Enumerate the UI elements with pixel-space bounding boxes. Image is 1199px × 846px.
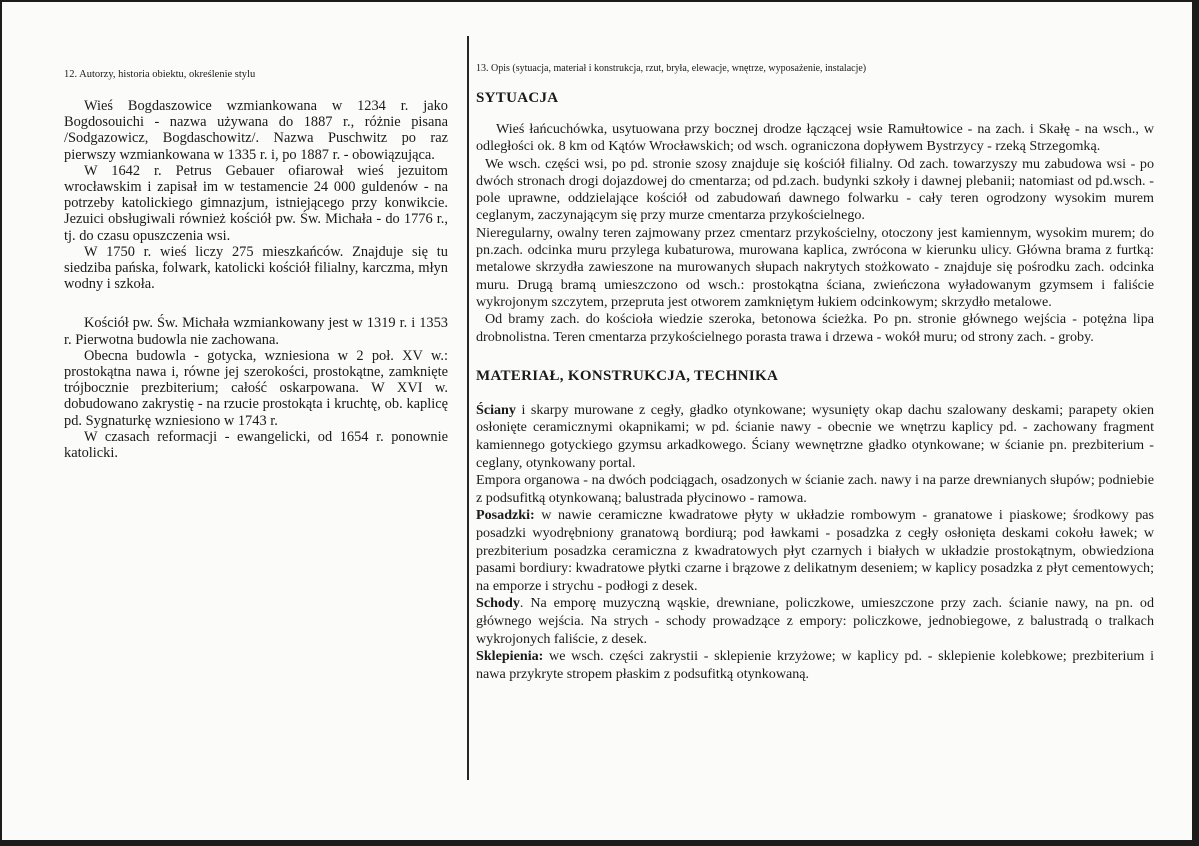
walls-text: i skarpy murowane z cegły, gładko otynkowane; wysunięty okap dachu szalowany deskami; parapety okien osłonięte ceramicznymi okapnikami; w pd. ścianie nawy - obecnie we wnętrzu kaplicy pd. - zachowany fragment kamiennego gotyckiego gzymsu arkadkowego. Ściany wewnętrzne gładko otynkowane; w ścianie pn. prezbiterium - ceglany, otynkowany portal. [476, 401, 1154, 471]
section-13-header: 13. Opis (sytuacja, materiał i konstrukcja, rzut, bryła, elewacje, wnętrze, wyposażenie, instalacje) [476, 63, 867, 74]
sytuacja-paragraph-2: We wsch. części wsi, po pd. stronie szosy znajduje się kościół filialny. Od zach. towarzyszy mu zabudowa wsi - po dwóch stronach drogi dojazdowej do cmentarza; od pd.zach. budynki szkoły i dawnej plebanii; natomiast od pd.wsch. - pole uprawne, oddzielające kościół od zabudowań dawnego folwarku - cały teren ogrodzony wysokim murem ceglanym, zaczynającym się przy murze cmentarza przykościelnego. [476, 155, 1154, 224]
gallery-paragraph: Empora organowa - na dwóch podciągach, osadzonych w ścianie zach. nawy i na parze drewnianych słupów; podniebie z podsufitką otynkowaną; balustrada płycinowo - ramowa. [476, 472, 1154, 506]
stairs-lead: Schody [476, 595, 520, 612]
paragraph-gap [64, 292, 448, 315]
column-divider [467, 36, 469, 780]
walls-lead: Ściany [476, 401, 516, 418]
floors-paragraph [476, 507, 1154, 595]
section-12-header: 12. Autorzy, historia obiektu, określenie stylu [64, 69, 256, 80]
vaults-lead: Sklepienia: [476, 648, 544, 665]
stairs-text: . Na emporę muzyczną wąskie, drewniane, policzkowe, umieszczone przy zach. ścianie nawy, na pn. od głównego wejścia. Na strych - schody prowadzące z empory: policzkowe, jednobiegowe, z balustradą o tralkach wykrojonych faliście, z desek. [476, 595, 1154, 647]
sytuacja-paragraph-4: Od bramy zach. do kościoła wiedzie szeroka, betonowa ścieżka. Po pn. stronie głównego wejścia - potężna lipa drobnolistna. Teren cmentarza przykościelnego porasta trawa i drzewa - wokół muru; od strony zach. - groby. [476, 311, 1154, 345]
sytuacja-paragraph-3: Nieregularny, owalny teren zajmowany przez cmentarz przykościelny, otoczony jest kamiennym, wysokim murem; do pn.zach. odcinka muru przylega kubaturowa, murowana kaplica, zwrócona w kierunku ulicy. Główna brama z furtką: metalowe skrzydła zawieszone na murowanych słupach nakrytych stożkowato - znajduje się pośrodku zach. odcinka muru. Drugą bramą umieszczono od wsch.: prostokątna ściana, zwieńczona wyładowanym gzymsem i faliście wykrojonym szczytem, przepruta jest otworem zamkniętym łukiem odcinkowym; skrzydło metalowe. [476, 224, 1154, 310]
history-paragraph-5: Obecna budowla - gotycka, wzniesiona w 2 poł. XV w.: prostokątna nawa i, równe jej szerokości, prostokątne, zamknięte trójbocznie prezbiterium; całość oskarpowana. W XVI w. dobudowano zakrystię - na rzucie prostokąta i kruchtę, ob. kaplicę pd. Sygnaturkę wzniesiono w 1743 r. [64, 347, 448, 429]
vaults-text: we wsch. części zakrystii - sklepienie krzyżowe; w kaplicy pd. - sklepienie kolebkowe; prezbiterium i nawa przykryte stropem płaskim z podsufitką otynkowaną. [476, 648, 1154, 682]
sytuacja-heading: SYTUACJA [476, 90, 559, 106]
history-paragraph-4: Kościół pw. Św. Michała wzmiankowany jest w 1319 r. i 1353 r. Pierwotna budowla nie zachowana. [64, 315, 448, 348]
stairs-paragraph [476, 595, 1154, 648]
history-paragraph-3: W 1750 r. wieś liczy 275 mieszkańców. Znajduje się tu siedziba pańska, folwark, katolicki kościół filialny, karczma, młyn wodny i szkoła. [64, 243, 448, 293]
document-sheet [2, 2, 1192, 840]
material-heading: MATERIAŁ, KONSTRUKCJA, TECHNIKA [476, 367, 779, 384]
floors-lead: Posadzki: [476, 507, 535, 524]
vaults-paragraph [476, 648, 1154, 683]
sytuacja-paragraph-1: Wieś łańcuchówka, usytuowana przy bocznej drodze łączącej wsie Ramułtowice - na zach. i Skałę - na wsch., w odległości ok. 8 km od Kątów Wrocławskich; od wsch. ograniczona dopływem Bystrzycy - rzeką Strzegomką. [476, 121, 1154, 155]
history-paragraph-6: W czasach reformacji - ewangelicki, od 1654 r. ponownie katolicki. [64, 428, 448, 462]
history-paragraph-1: Wieś Bogdaszowice wzmiankowana w 1234 r. jako Bogdosouichi - nazwa używana do 1887 r., różnie pisana /Sodgazowicz, Bogdaschowitz/. Nazwa Puschwitz po raz pierwszy wzmiankowana w 1335 r. i, po 1887 r. - obowiązująca. [64, 98, 448, 163]
history-paragraph-2: W 1642 r. Petrus Gebauer ofiarował wieś jezuitom wrocławskim i zapisał im w testamencie 24 000 guldenów - na potrzeby katolickiego gimnazjum, istniejącego przy konwikcie. Jezuici obsługiwali również kościół pw. Św. Michała - do 1776 r., tj. do czasu opuszczenia wsi. [64, 162, 448, 244]
walls-paragraph [476, 402, 1154, 472]
left-column [64, 68, 448, 461]
right-column [476, 62, 1154, 683]
floors-text: w nawie ceramiczne kwadratowe płyty w układzie rombowym - granatowe i piaskowe; środkowy pas posadzki wyodrębniony granatową bordiurą; pod ławkami - posadzka z cegły osłonięta deskami cokołu ławek; w prezbiterium posadzka ceramiczna z kwadratowych płyt czarnych i białych w układzie prostokątnym, obwiedziona pasami bordiury: kwadratowe płytki czarne i brązowe z delikatnym deseniem; w kaplicy posadzka z płyt cementowych; na emporze i strychu - podłogi z desek. [476, 507, 1154, 594]
